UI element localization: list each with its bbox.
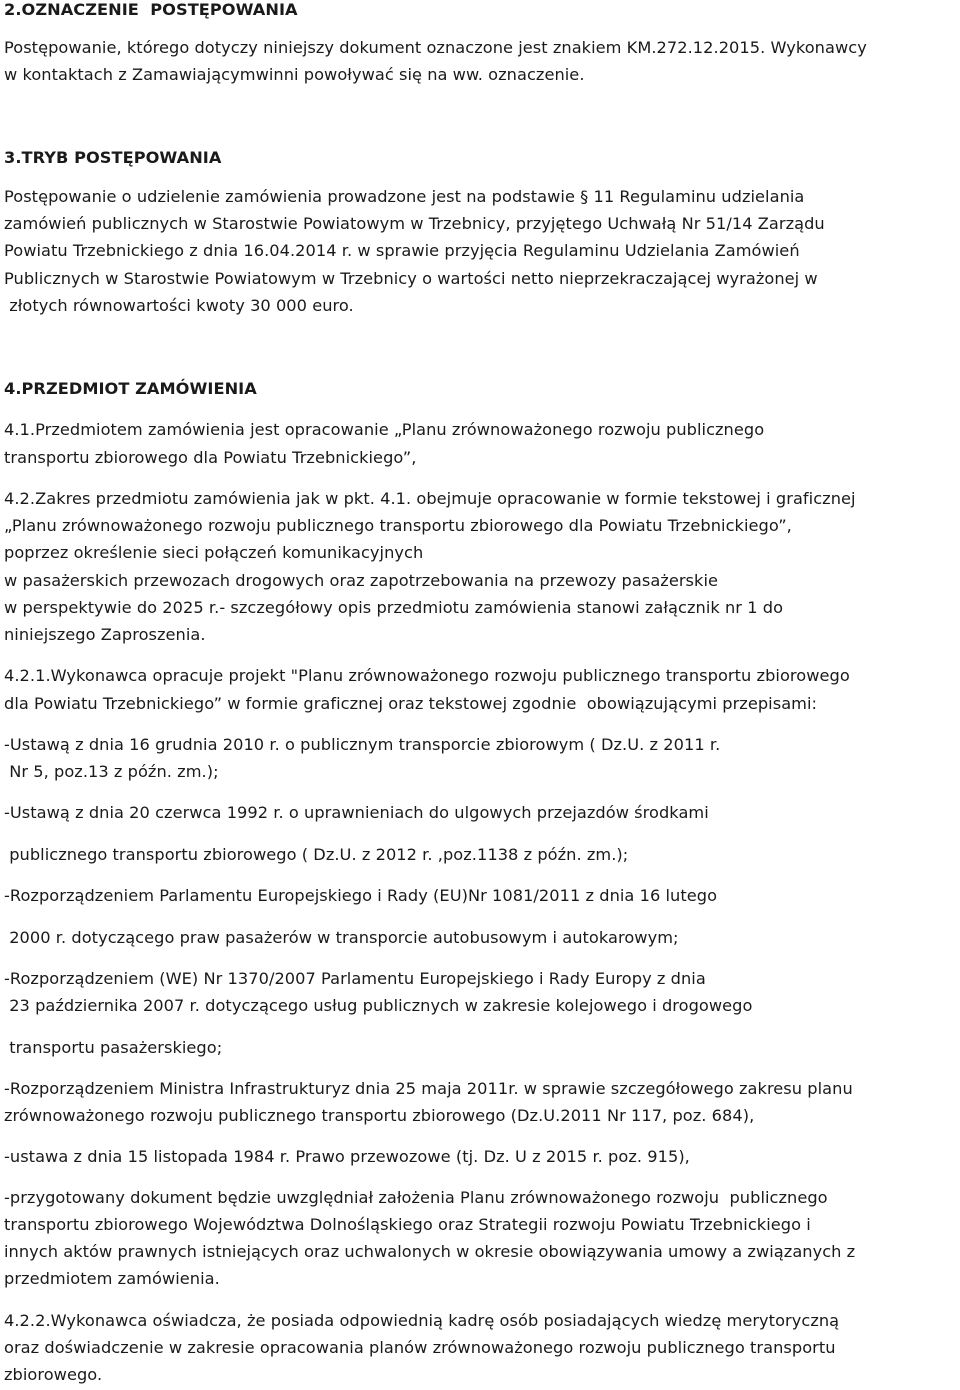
text-line: „Planu zrównoważonego rozwoju publicznego transportu zbiorowego dla Powiatu Trzebnickiego”, <box>4 516 792 535</box>
text-line: -Ustawą z dnia 16 grudnia 2010 r. o publicznym transporcie zbiorowym ( Dz.U. z 2011 r. <box>4 735 721 754</box>
text-line: oraz doświadczenie w zakresie opracowania planów zrównoważonego rozwoju publicznego transportu <box>4 1338 836 1357</box>
text-line: -przygotowany dokument będzie uwzględniał założenia Planu zrównoważonego rozwoju publicznego <box>4 1188 828 1207</box>
text-line: -Rozporządzeniem Parlamentu Europejskiego i Rady (EU)Nr 1081/2011 z dnia 16 lutego <box>4 886 718 905</box>
text-line: -Rozporządzeniem Ministra Infrastrukturyz dnia 25 maja 2011r. w sprawie szczegółowego zakresu planu <box>4 1079 853 1098</box>
text-line: 4.2.2.Wykonawca oświadcza, że posiada odpowiednią kadrę osób posiadających wiedzę merytoryczną <box>4 1311 840 1330</box>
text-line: 4.1.Przedmiotem zamówienia jest opracowanie „Planu zrównoważonego rozwoju publicznego <box>4 420 765 439</box>
text-line: transportu zbiorowego Województwa Dolnośląskiego oraz Strategii rozwoju Powiatu Trzebnickiego i <box>4 1215 811 1234</box>
text-line: transportu pasażerskiego; <box>4 1038 223 1057</box>
text-line: dla Powiatu Trzebnickiego” w formie graficznej oraz tekstowej zgodnie obowiązującymi przepisami: <box>4 694 818 713</box>
text-line: Nr 5, poz.13 z późn. zm.); <box>4 762 219 781</box>
text-line: 2000 r. dotyczącego praw pasażerów w transporcie autobusowym i autokarowym; <box>4 928 679 947</box>
text-line: poprzez określenie sieci połączeń komunikacyjnych <box>4 543 424 562</box>
text-line: 4.2.1.Wykonawca opracuje projekt "Planu zrównoważonego rozwoju publicznego transportu zbiorowego <box>4 666 850 685</box>
text-line: -Rozporządzeniem (WE) Nr 1370/2007 Parlamentu Europejskiego i Rady Europy z dnia <box>4 969 706 988</box>
text-line: transportu zbiorowego dla Powiatu Trzebnickiego”, <box>4 448 417 467</box>
section-heading: 3.TRYB POSTĘPOWANIA <box>4 148 222 167</box>
section-heading: 2.OZNACZENIE POSTĘPOWANIA <box>4 0 298 19</box>
text-line: w perspektywie do 2025 r.- szczegółowy opis przedmiotu zamówienia stanowi załącznik nr 1 do <box>4 598 784 617</box>
text-line: przedmiotem zamówienia. <box>4 1269 220 1288</box>
text-line: niniejszego Zaproszenia. <box>4 625 206 644</box>
text-line: 4.2.Zakres przedmiotu zamówienia jak w pkt. 4.1. obejmuje opracowanie w formie tekstowej i graficznej <box>4 489 856 508</box>
text-line: złotych równowartości kwoty 30 000 euro. <box>4 296 354 315</box>
text-line: zbiorowego. <box>4 1365 103 1384</box>
text-line: innych aktów prawnych istniejących oraz uchwalonych w okresie obowiązywania umowy a związanych z <box>4 1242 856 1261</box>
text-line: Publicznych w Starostwie Powiatowym w Trzebnicy o wartości netto nieprzekraczającej wyrażonej w <box>4 269 818 288</box>
text-line: zamówień publicznych w Starostwie Powiatowym w Trzebnicy, przyjętego Uchwałą Nr 51/14 Zarządu <box>4 214 825 233</box>
text-line: publicznego transportu zbiorowego ( Dz.U. z 2012 r. ,poz.1138 z późn. zm.); <box>4 845 629 864</box>
text-line: Powiatu Trzebnickiego z dnia 16.04.2014 r. w sprawie przyjęcia Regulaminu Udzielania Zamówień <box>4 241 800 260</box>
text-line: w pasażerskich przewozach drogowych oraz zapotrzebowania na przewozy pasażerskie <box>4 571 719 590</box>
text-line: zrównoważonego rozwoju publicznego transportu zbiorowego (Dz.U.2011 Nr 117, poz. 684), <box>4 1106 755 1125</box>
section-heading: 4.PRZEDMIOT ZAMÓWIENIA <box>4 379 257 398</box>
text-line: Postępowanie o udzielenie zamówienia prowadzone jest na podstawie § 11 Regulaminu udzielania <box>4 187 805 206</box>
text-line: -ustawa z dnia 15 listopada 1984 r. Prawo przewozowe (tj. Dz. U z 2015 r. poz. 915), <box>4 1147 690 1166</box>
text-line: w kontaktach z Zamawiającymwinni powoływać się na ww. oznaczenie. <box>4 65 585 84</box>
text-line: 23 października 2007 r. dotyczącego usług publicznych w zakresie kolejowego i drogowego <box>4 996 753 1015</box>
text-line: -Ustawą z dnia 20 czerwca 1992 r. o uprawnieniach do ulgowych przejazdów środkami <box>4 803 709 822</box>
text-line: Postępowanie, którego dotyczy niniejszy dokument oznaczone jest znakiem KM.272.12.2015. Wykonawcy <box>4 38 867 57</box>
